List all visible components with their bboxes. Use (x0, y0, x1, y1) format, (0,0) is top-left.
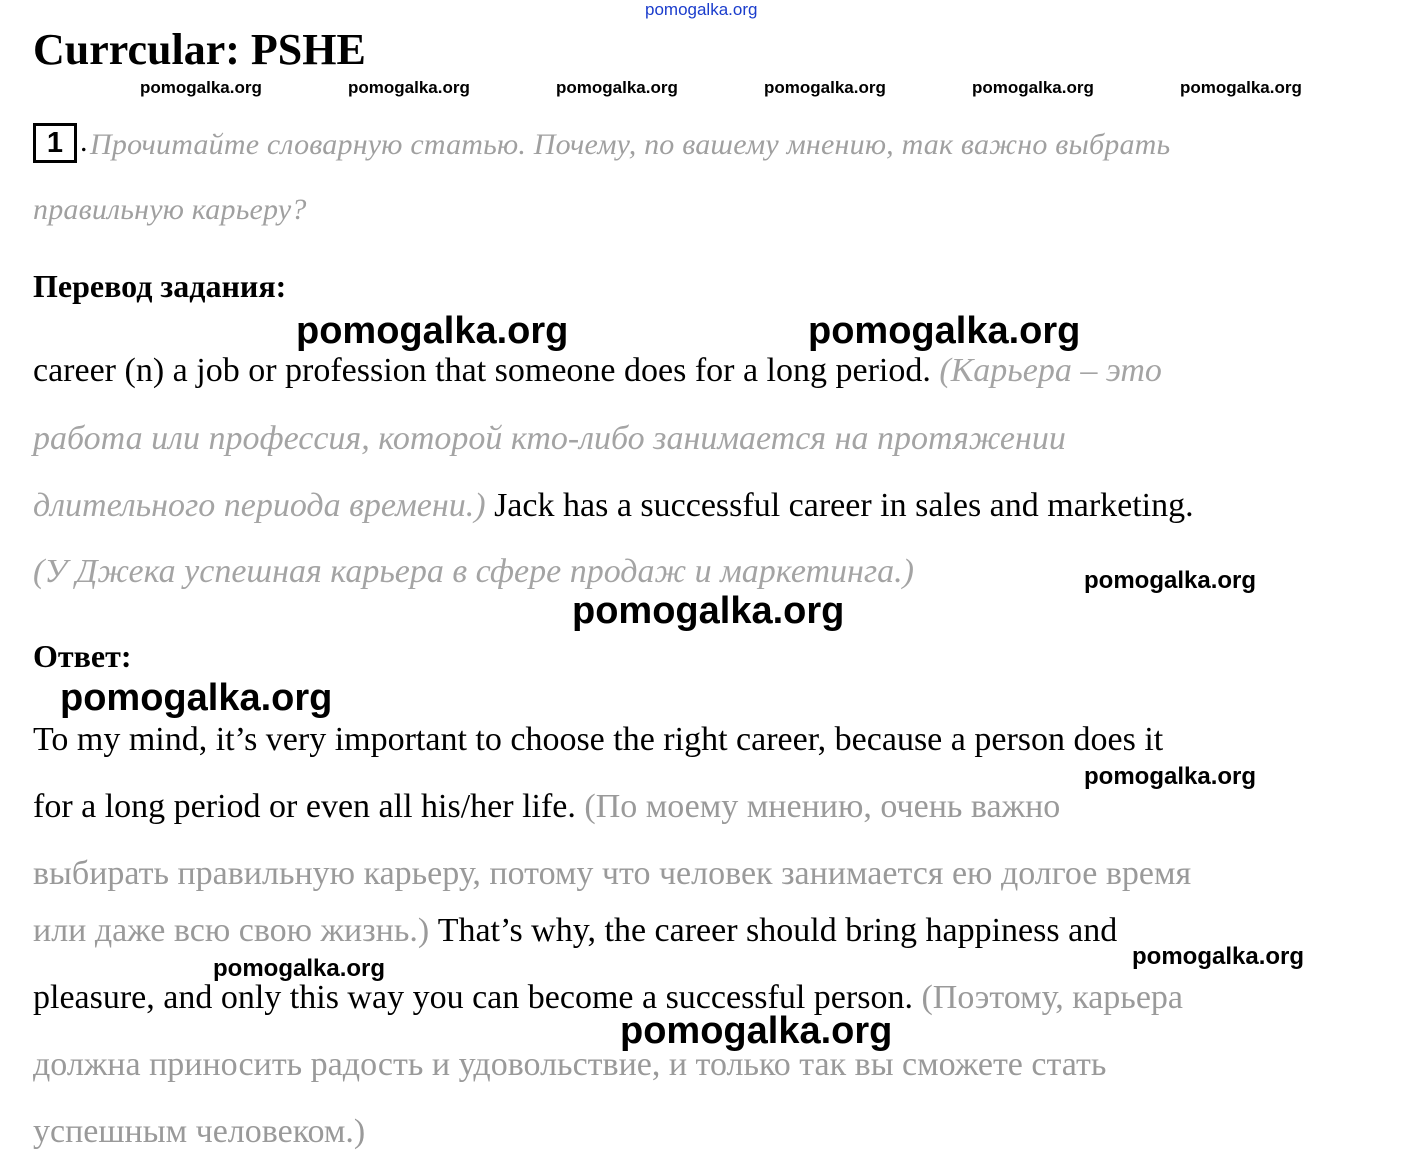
answer-line-3: выбирать правильную карьеру, потому что человек занимается ею долгое время (33, 855, 1192, 892)
watermark-medium: pomogalka.org (1084, 763, 1257, 790)
task-number-box: 1 (33, 123, 77, 163)
watermark-row-item: pomogalka.org (348, 78, 470, 97)
answer-russian: (По моему мнению, очень важно (584, 788, 1061, 825)
answer-english: pleasure, and only this way you can become a successful person. (33, 979, 922, 1016)
watermark-big: pomogalka.org (620, 1010, 893, 1052)
answer-line-7: успешным человеком.) (33, 1113, 366, 1150)
site-watermark-top: pomogalka.org (645, 0, 758, 19)
task-text-line-1: Прочитайте словарную статью. Почему, по вашему мнению, так важно выбрать (90, 128, 1171, 161)
watermark-medium: pomogalka.org (1084, 567, 1257, 594)
answer-english: That’s why, the career should bring happiness and (437, 912, 1118, 949)
watermark-row-item: pomogalka.org (972, 78, 1094, 97)
watermark-row-item: pomogalka.org (140, 78, 262, 97)
watermark-big: pomogalka.org (808, 310, 1081, 352)
definition-russian-end: длительного периода времени.) (33, 487, 495, 524)
definition-english: career (n) a job or profession that someone does for a long period. (33, 352, 940, 389)
task-text-line-2: правильную карьеру? (33, 193, 307, 226)
translation-line-3 (33, 487, 1194, 525)
watermark-medium: pomogalka.org (1132, 943, 1305, 970)
definition-russian: (Карьера – это (939, 352, 1162, 389)
answer-line-1: To my mind, it’s very important to choose the right career, because a person does it (33, 721, 1164, 758)
answer-russian: или даже всю свою жизнь.) (33, 912, 438, 949)
answer-russian: (Поэтому, карьера (921, 979, 1183, 1016)
watermark-big: pomogalka.org (572, 590, 845, 632)
watermark-big: pomogalka.org (60, 677, 333, 719)
answer-line-6: должна приносить радость и удовольствие, и только так вы сможете стать (33, 1046, 1107, 1083)
translation-line-1 (33, 352, 1162, 390)
translation-line-4: (У Джека успешная карьера в сфере продаж и маркетинга.) (33, 553, 914, 590)
answer-line-2 (33, 788, 1060, 826)
page-title: Currcular: PSHE (33, 25, 366, 74)
watermark-row-item: pomogalka.org (764, 78, 886, 97)
translation-heading: Перевод задания: (33, 268, 287, 304)
watermark-medium: pomogalka.org (213, 955, 386, 982)
translation-line-2: работа или профессия, которой кто-либо занимается на протяжении (33, 420, 1066, 457)
answer-line-4 (33, 912, 1117, 950)
task-number-dot: . (80, 125, 88, 158)
watermark-row-item: pomogalka.org (1180, 78, 1302, 97)
answer-english: for a long period or even all his/her life. (33, 788, 585, 825)
answer-line-5 (33, 979, 1183, 1017)
watermark-row-item: pomogalka.org (556, 78, 678, 97)
watermark-big: pomogalka.org (296, 310, 569, 352)
answer-heading: Ответ: (33, 638, 132, 674)
example-english: Jack has a successful career in sales and marketing. (494, 487, 1194, 524)
